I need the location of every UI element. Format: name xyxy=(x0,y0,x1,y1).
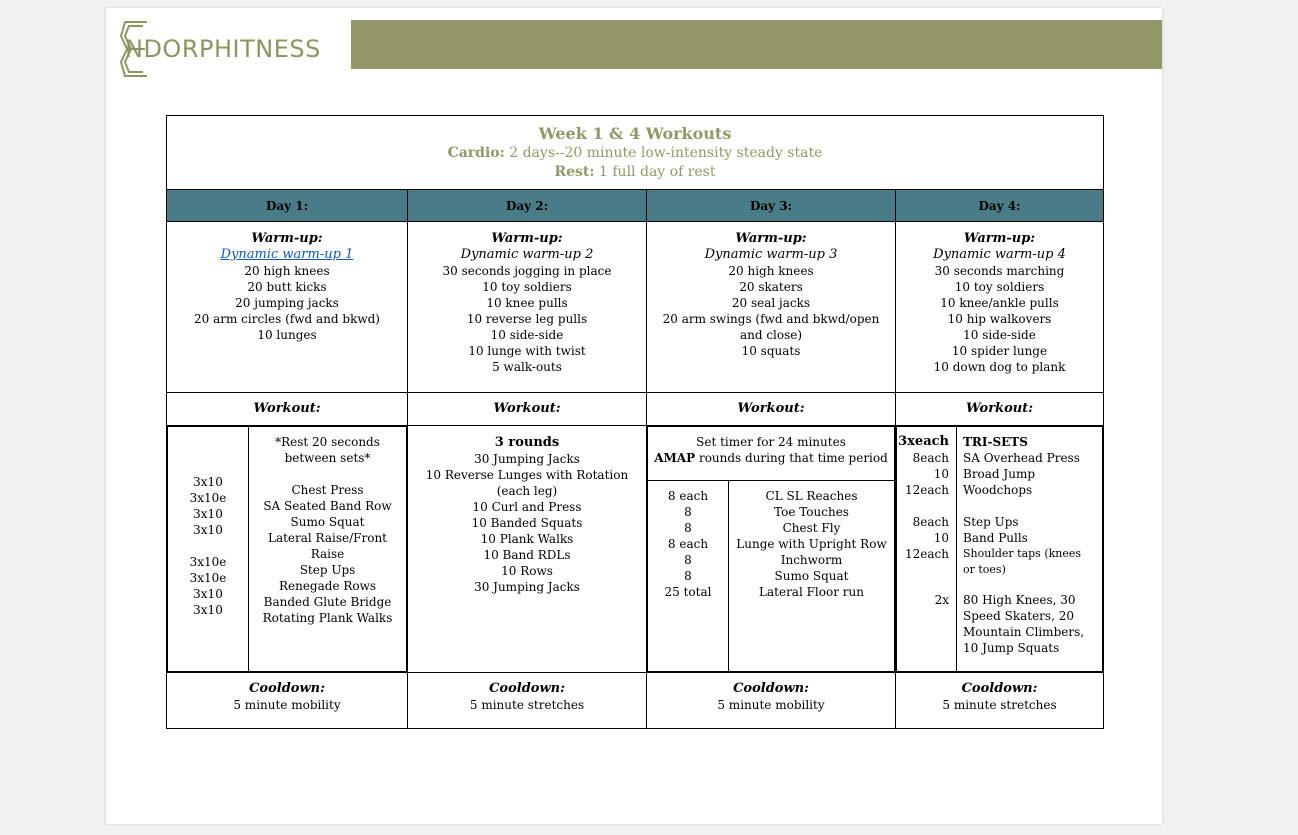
text-line: 20 arm circles (fwd and bkwd) xyxy=(194,312,380,326)
day-4-workout xyxy=(896,426,1104,673)
day-4-warmup xyxy=(896,222,1104,393)
day-3-warmup xyxy=(647,222,896,393)
text-line: 10 squats xyxy=(741,344,801,358)
text-line: 8 xyxy=(684,521,692,535)
text-line: 8 xyxy=(684,553,692,567)
text-line: 5 walk-outs xyxy=(492,360,562,374)
text-line: Dynamic warm-up 2 xyxy=(460,247,594,262)
text-line: 10 down dog to plank xyxy=(933,360,1066,374)
text-line: TRI-SETS xyxy=(963,435,1028,449)
day-2-cooldown xyxy=(408,673,647,729)
text-line: 8 each xyxy=(667,537,709,551)
text-line: Step Ups xyxy=(299,563,356,577)
text-line: 5 minute mobility xyxy=(233,698,341,712)
text-line: *Rest 20 seconds between sets* xyxy=(275,435,380,465)
text-line: 25 total xyxy=(664,585,712,599)
text-line: 10 Rows xyxy=(501,564,553,578)
text-line: 3xeach xyxy=(898,434,949,449)
text-line: Warm-up: xyxy=(963,231,1036,246)
text-line: 10 hip walkovers xyxy=(947,312,1052,326)
text-line: 20 high knees xyxy=(244,264,330,278)
text-line: AMAP xyxy=(654,451,696,465)
text-line: Broad Jump xyxy=(963,467,1036,481)
text-line: 3 rounds xyxy=(494,435,560,450)
text-line: Set timer for 24 minutes xyxy=(696,435,846,449)
day-1-sets-column xyxy=(168,427,249,672)
text-line: 8 each xyxy=(667,489,709,503)
text-line: 10 spider lunge xyxy=(951,344,1048,358)
text-line: 8each xyxy=(912,515,949,529)
text-line: Band Pulls xyxy=(963,531,1028,545)
text-line: Warm-up: xyxy=(491,231,563,246)
day-1-warmup xyxy=(167,222,408,393)
workout-table xyxy=(166,115,1104,729)
logo-text: NDORPHITNESS xyxy=(125,35,321,63)
text-line: 3x10e xyxy=(189,491,227,505)
text-line: 10 Banded Squats xyxy=(471,516,583,530)
text-line: 10 toy soldiers xyxy=(954,280,1045,294)
text-line: Dynamic warm-up 3 xyxy=(704,247,838,262)
text-line: Dynamic warm-up 4 xyxy=(933,247,1066,262)
text-line: 10 knee pulls xyxy=(486,296,568,310)
text-line: Cardio: xyxy=(447,145,505,161)
workout-body-row xyxy=(167,426,1104,673)
text-line: 3x10 xyxy=(193,523,223,537)
text-line: 12each xyxy=(905,547,949,561)
text-line: 5 minute stretches xyxy=(942,698,1057,712)
page-title: Week 1 & 4 Workouts xyxy=(538,124,732,143)
text-line: Renegade Rows xyxy=(278,579,377,593)
text-line: 3x10 xyxy=(193,587,223,601)
text-line: Warm-up: xyxy=(251,231,323,246)
text-line: 8 xyxy=(684,569,692,583)
text-line: 20 skaters xyxy=(739,280,803,294)
text-line: Cooldown: xyxy=(733,681,809,696)
day-header-row xyxy=(167,190,1104,222)
text-line: Cooldown: xyxy=(489,681,565,696)
text-line: 10 side-side xyxy=(490,328,564,342)
day-2-workout-label: Workout: xyxy=(408,393,647,426)
rest-line xyxy=(167,163,1103,182)
text-line: Cooldown: xyxy=(249,681,325,696)
text-line: Chest Press xyxy=(291,483,364,497)
text-line: 20 arm swings (fwd and bkwd/open and close) xyxy=(662,312,880,342)
text-line: 10 lunge with twist xyxy=(468,344,586,358)
text-line: 20 butt kicks xyxy=(247,280,327,294)
text-line: Banded Glute Bridge xyxy=(263,595,392,609)
text-line: 10 xyxy=(933,531,949,545)
text-line: CL SL Reaches xyxy=(765,489,858,503)
text-line: 1 full day of rest xyxy=(599,164,716,180)
text-line: Chest Fly xyxy=(782,521,841,535)
day-4-workout-label: Workout: xyxy=(896,393,1104,426)
day-2-workout xyxy=(408,426,647,673)
day-3-header: Day 3: xyxy=(647,190,896,222)
day-1-cooldown xyxy=(167,673,408,729)
text-line: rounds during that time period xyxy=(698,451,888,465)
day-3-timer xyxy=(648,427,895,481)
day-4-cooldown xyxy=(896,673,1104,729)
text-line: 10 Curl and Press xyxy=(472,500,582,514)
text-line: Rest: xyxy=(554,164,595,180)
day-3-workout xyxy=(647,426,896,673)
warmup-1-link[interactable]: Dynamic warm-up 1 xyxy=(220,247,354,262)
text-line: Warm-up: xyxy=(735,231,807,246)
text-line: 8 xyxy=(684,505,692,519)
day-1-workout xyxy=(167,426,408,673)
text-line: 3x10e xyxy=(189,571,227,585)
text-line: Sumo Squat xyxy=(774,569,849,583)
document-page xyxy=(106,8,1162,824)
text-line: 10 Reverse Lunges with Rotation (each leg) xyxy=(425,468,629,498)
text-line: SA Overhead Press xyxy=(963,451,1080,465)
text-line: Lunge with Upright Row xyxy=(736,537,887,551)
day-3-exercises-column xyxy=(729,481,895,672)
text-line: 10 side-side xyxy=(963,328,1036,342)
workout-header-row xyxy=(167,393,1104,426)
text-line: 2x xyxy=(934,593,949,607)
text-line: 10 Plank Walks xyxy=(480,532,574,546)
text-line: 8each xyxy=(912,451,949,465)
text-line: 10 toy soldiers xyxy=(482,280,572,294)
text-line: 80 High Knees, 30 Speed Skaters, 20 Mountain Climbers, 10 Jump Squats xyxy=(963,593,1085,655)
text-line: 2 days--20 minute low-intensity steady state xyxy=(509,145,823,161)
text-line: Inchworm xyxy=(780,553,843,567)
day-3-cooldown xyxy=(647,673,896,729)
day-2-warmup xyxy=(408,222,647,393)
text-line: 3x10 xyxy=(193,475,223,489)
day-4-exercises-column xyxy=(957,427,1103,672)
text-line: 20 seal jacks xyxy=(731,296,811,310)
day-3-workout-label: Workout: xyxy=(647,393,896,426)
text-line: Sumo Squat xyxy=(290,515,365,529)
day-1-workout-label: Workout: xyxy=(167,393,408,426)
text-line: Cooldown: xyxy=(961,681,1038,696)
text-line: 10 Band RDLs xyxy=(483,548,571,562)
text-line: 30 Jumping Jacks xyxy=(474,452,580,466)
cooldown-row xyxy=(167,673,1104,729)
text-line: 30 seconds jogging in place xyxy=(442,264,612,278)
day-2-header: Day 2: xyxy=(408,190,647,222)
text-line: 5 minute stretches xyxy=(469,698,585,712)
text-line: 10 lunges xyxy=(257,328,317,342)
text-line: 10 xyxy=(933,467,949,481)
title-cell xyxy=(167,116,1104,190)
text-line: 5 minute mobility xyxy=(717,698,825,712)
text-line: Shoulder taps (knees or toes) xyxy=(963,547,1082,576)
text-line: Step Ups xyxy=(963,515,1019,529)
day-4-header: Day 4: xyxy=(896,190,1104,222)
text-line: 20 jumping jacks xyxy=(235,296,339,310)
day-1-exercises-column xyxy=(249,427,407,672)
text-line: Rotating Plank Walks xyxy=(262,611,393,625)
day-3-reps-column xyxy=(648,481,729,672)
text-line: 10 reverse leg pulls xyxy=(466,312,588,326)
warmup-row xyxy=(167,222,1104,393)
text-line: 10 knee/ankle pulls xyxy=(940,296,1059,310)
text-line: Woodchops xyxy=(963,483,1033,497)
day-4-reps-column xyxy=(897,427,957,672)
text-line: 30 Jumping Jacks xyxy=(474,580,580,594)
text-line: 30 seconds marching xyxy=(934,264,1065,278)
text-line: 20 high knees xyxy=(728,264,814,278)
cardio-line xyxy=(167,144,1103,163)
header-bar xyxy=(351,20,1162,69)
text-line: Toe Touches xyxy=(774,505,849,519)
day-1-header: Day 1: xyxy=(167,190,408,222)
text-line: 3x10e xyxy=(189,555,227,569)
text-line: SA Seated Band Row xyxy=(263,499,392,513)
text-line: Lateral Raise/Front Raise xyxy=(267,531,388,561)
text-line: 12each xyxy=(905,483,949,497)
text-line: Lateral Floor run xyxy=(759,585,864,599)
text-line: 3x10 xyxy=(193,603,223,617)
text-line: 3x10 xyxy=(193,507,223,521)
